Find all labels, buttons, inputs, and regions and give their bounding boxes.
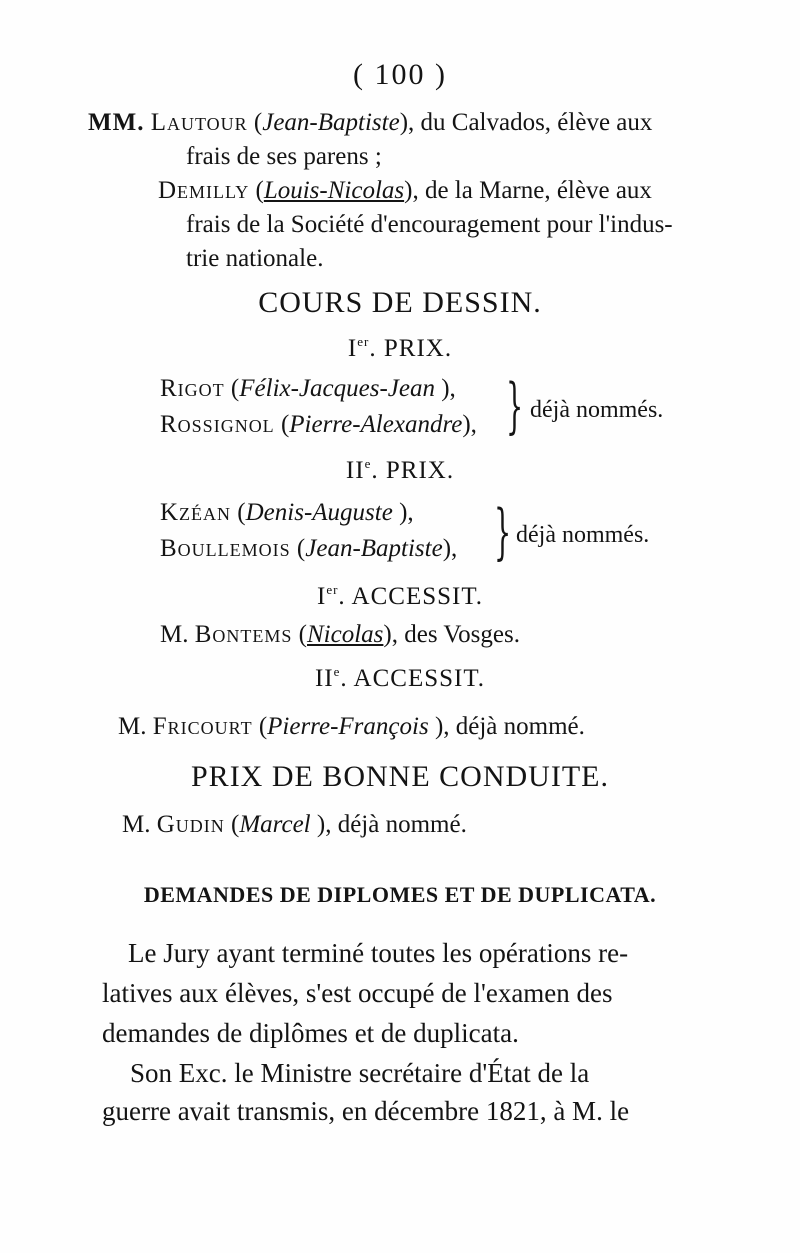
paren-close: ), <box>442 535 458 562</box>
mm-prefix: MM. <box>88 109 145 136</box>
bonne-conduite-row <box>122 810 467 840</box>
prix-1-note: déjà nommés. <box>530 397 664 423</box>
paren-close: ), <box>392 499 414 526</box>
accessit-1-prefix: M. <box>160 621 189 648</box>
page-number: ( 100 ) <box>353 58 447 91</box>
prix-1-row-rigot <box>160 374 456 404</box>
given-name-rigot: Félix-Jacques-Jean <box>239 375 435 402</box>
paren-open: ( <box>292 621 307 648</box>
prix-2-heading <box>0 456 800 485</box>
paren-open: ( <box>224 375 240 402</box>
given-name-rossignol: Pierre-Alexandre <box>289 411 463 438</box>
brace-prix-1: } <box>506 371 524 441</box>
prix-1-row-rossignol <box>160 410 477 440</box>
given-name-kzean: Denis-Auguste <box>245 499 393 526</box>
accessit-1-heading <box>0 582 800 611</box>
section-heading-demandes: DEMANDES DE DIPLOMES ET DE DUPLICATA. <box>143 882 657 907</box>
student-name-fricourt: Fricourt <box>152 713 253 740</box>
student-name-rigot: Rigot <box>160 375 225 402</box>
mm-line-3 <box>158 176 652 206</box>
paren-open: ( <box>290 535 306 562</box>
prix-2-sup: e <box>364 456 372 471</box>
accessit-1-sup: er <box>326 582 339 597</box>
mm-line-2: frais de ses parens ; <box>186 143 382 170</box>
accessit-1-label: . ACCESSIT. <box>338 583 484 610</box>
given-name-fricourt: Pierre-François <box>267 713 429 740</box>
student-name-bontems: Bontems <box>194 621 293 648</box>
accessit-1-num: I <box>316 583 327 610</box>
student-name-boullemois: Boullemois <box>160 535 291 562</box>
given-name-demilly: Louis-Nicolas <box>263 177 405 204</box>
given-name-gudin: Marcel <box>239 811 311 838</box>
paragraph-line-3: demandes de diplômes et de duplicata. <box>102 1018 519 1048</box>
prix-2-note: déjà nommés. <box>516 522 650 548</box>
prix-1-heading <box>0 334 800 363</box>
paren-open: ( <box>231 499 246 526</box>
accessit-1-row <box>160 620 520 650</box>
mm-line-1 <box>88 108 652 138</box>
prix-2-label: . PRIX. <box>371 457 455 484</box>
accessit-2-row <box>118 712 585 742</box>
bonne-conduite-prefix: M. <box>122 811 151 838</box>
accessit-2-rest: ), déjà nommé. <box>428 713 585 740</box>
paragraph-line-4: Son Exc. le Ministre secrétaire d'État de la <box>130 1058 590 1088</box>
paren-open: ( <box>247 109 263 136</box>
student-name-lautour: Lautour <box>150 109 248 136</box>
prix-1-sup: er <box>357 334 370 349</box>
paren-close: ), <box>434 375 456 402</box>
prix-2-row-kzean <box>160 498 414 528</box>
mm-line-3-rest: ), de la Marne, élève aux <box>404 177 652 204</box>
given-name-lautour: Jean-Baptiste <box>262 109 400 136</box>
paragraph-line-1: Le Jury ayant terminé toutes les opérations re- <box>128 938 629 968</box>
brace-prix-2: } <box>494 497 512 567</box>
prix-2-row-boullemois <box>160 534 457 564</box>
mm-line-1-rest: ), du Calvados, élève aux <box>399 109 653 136</box>
accessit-2-num: II <box>314 665 334 692</box>
paren-open: ( <box>249 177 264 204</box>
prix-2-num: II <box>345 457 365 484</box>
accessit-1-rest: ), des Vosges. <box>383 621 520 648</box>
mm-line-5: trie nationale. <box>186 245 324 272</box>
student-name-rossignol: Rossignol <box>160 411 275 438</box>
paren-open: ( <box>274 411 290 438</box>
accessit-2-heading <box>0 664 800 693</box>
student-name-demilly: Demilly <box>158 177 250 204</box>
paragraph-line-2: latives aux élèves, s'est occupé de l'examen des <box>102 978 613 1008</box>
student-name-kzean: Kzéan <box>160 499 232 526</box>
paragraph-line-5: guerre avait transmis, en décembre 1821, à M. le <box>102 1096 630 1126</box>
paren-open: ( <box>224 811 240 838</box>
section-heading-bonne-conduite: PRIX DE BONNE CONDUITE. <box>191 760 609 793</box>
paren-open: ( <box>252 713 268 740</box>
accessit-2-label: . ACCESSIT. <box>340 665 486 692</box>
student-name-gudin: Gudin <box>156 811 225 838</box>
prix-1-num: I <box>347 335 358 362</box>
paren-close: ), <box>462 411 477 438</box>
accessit-2-sup: e <box>333 664 341 679</box>
section-heading-dessin: COURS DE DESSIN. <box>258 286 542 319</box>
bonne-conduite-rest: ), déjà nommé. <box>310 811 467 838</box>
mm-line-4: frais de la Société d'encouragement pour l'indus- <box>186 211 673 238</box>
prix-1-label: . PRIX. <box>369 335 453 362</box>
given-name-bontems: Nicolas <box>307 621 384 648</box>
accessit-2-prefix: M. <box>118 713 147 740</box>
given-name-boullemois: Jean-Baptiste <box>305 535 443 562</box>
